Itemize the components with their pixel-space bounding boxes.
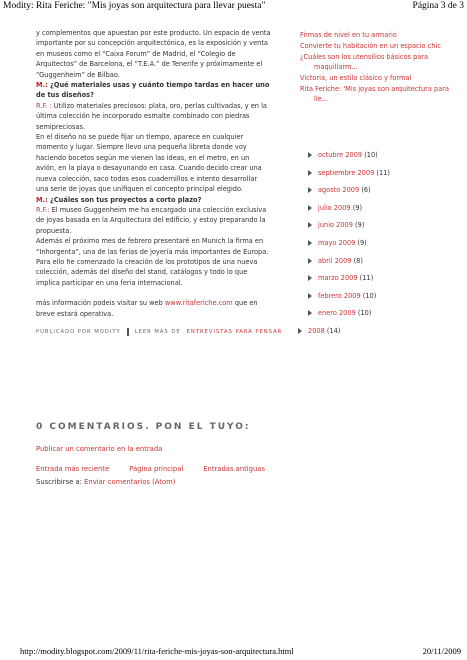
expand-triangle-icon[interactable] — [308, 222, 312, 228]
print-header — [0, 0, 467, 14]
publish-comment-link[interactable]: Publicar un comentario en la entrada — [36, 445, 163, 453]
label-link[interactable]: ENTREVISTAS PARA PENSAR — [186, 328, 283, 335]
archive-month[interactable]: marzo 2009 (11) — [298, 273, 390, 291]
expand-triangle-icon[interactable] — [308, 187, 312, 193]
expand-triangle-icon[interactable] — [308, 205, 312, 211]
expand-triangle-icon[interactable] — [308, 152, 312, 158]
answer: R.F.: El museo Guggenheim me ha encargado una colección exclusiva de joyas basada en la Arquitectura del edificio, y estoy preparando la propuesta. — [36, 205, 267, 235]
archive-month[interactable]: septiembre 2009 (11) — [298, 168, 390, 186]
newer-post-link[interactable]: Entrada más reciente — [36, 465, 110, 473]
page-number: Página 3 de 3 — [412, 1, 464, 11]
post-footer — [36, 327, 283, 337]
expand-triangle-icon[interactable] — [308, 170, 312, 176]
archive-month[interactable]: abril 2009 (8) — [298, 256, 390, 274]
read-more-label: LEER MÁS DE — [134, 328, 181, 335]
subscribe: Suscribirse a: Enviar comentarios (Atom) — [36, 478, 176, 486]
archive-month[interactable]: febrero 2009 (10) — [298, 291, 390, 309]
print-footer — [0, 646, 467, 660]
comments-title: 0 COMENTARIOS. PON EL TUYO: — [36, 422, 251, 432]
post-navigation — [36, 465, 265, 473]
posted-by: PUBLICADO POR MODITY — [36, 328, 121, 335]
expand-triangle-icon[interactable] — [308, 275, 312, 281]
home-link[interactable]: Página principal — [129, 465, 184, 473]
paragraph: Además el próximo mes de febrero presentaré en Munich la firma en “Inhorgenta”, una de las ferias de joyería más importantes de Europa. Para ello he comenzado la creación de los prototipos de una nueva colección, además del diseño del stand, catálogos y todo lo que implica participar en una feria internacional. — [36, 237, 269, 287]
print-title: Modity: Rita Feriche: "Mis joyas son arquitectura para llevar puesta" — [3, 1, 266, 11]
print-date: 20/11/2009 — [422, 646, 461, 656]
paragraph: En el diseño no se puede fijar un tiempo, aparece en cualquier momento y lugar. Siempre llevo una pequeña libreta donde voy haciendo bocetos según me vienen las ideas, en el metro, en un avión, en la playa o desayunando en casa. Cuando decido crear una nueva colección, saco todos esos cuadernillos e intento desarrollar una serie de joyas que unifiquen el concepto principal elegido. — [36, 133, 262, 194]
sidebar-post-link[interactable]: Rita Feriche: 'Mis joyas son arquitectura para lle... — [300, 85, 449, 103]
question: M.: ¿Cuáles son tus proyectos a corto plazo? — [36, 195, 202, 204]
page-url: http://modity.blogspot.com/2009/11/rita-feriche-mis-joyas-son-arquitectura.html — [20, 646, 294, 656]
article-body — [36, 28, 283, 337]
expand-triangle-icon[interactable] — [308, 240, 312, 246]
sidebar-posts — [300, 30, 460, 105]
website-link[interactable]: www.ritaferiche.com — [164, 299, 233, 308]
older-posts-link[interactable]: Entradas antiguas — [203, 465, 266, 473]
sidebar-post-link[interactable]: ¿Cuáles son los utensilios básicos para maquillarm... — [300, 53, 429, 71]
expand-triangle-icon[interactable] — [308, 310, 312, 316]
more-info: más información podeis visitar su web www.ritaferiche.com que en breve estará operativa. — [36, 299, 258, 318]
atom-feed-link[interactable]: Enviar comentarios (Atom) — [84, 478, 176, 486]
archive-month[interactable]: enero 2009 (10) — [298, 308, 390, 326]
sidebar-post-link[interactable]: Victoria, un estilo clásico y formal — [300, 74, 412, 82]
paragraph: y complementos que apuestan por este producto. Un espacio de venta importante por su concepción arquitectónica, es la exposición y venta en museos como el “Caixa Forum” de Madrid, el “Colegio de Arquitectos” de Barcelona, el “T.E.A.” de Tenerife y próximamente el “Guggenheim” de Bilbao. — [36, 29, 271, 79]
expand-triangle-icon[interactable] — [308, 293, 312, 299]
email-post-icon[interactable] — [127, 328, 129, 336]
archive-month[interactable]: junio 2009 (9) — [298, 220, 390, 238]
question: M.: ¿Qué materiales usas y cuánto tiempo tardas en hacer uno de tus diseños? — [36, 81, 270, 100]
answer: R.F. : Utilizo materiales preciosos: plata, oro, perlas cultivadas, y en la última colección he incorporado esmalte combinado con piedras semipreciosas. — [36, 101, 267, 131]
archive-month[interactable]: agosto 2009 (6) — [298, 185, 390, 203]
expand-triangle-icon[interactable] — [308, 258, 312, 264]
archive-year[interactable]: 2008 (14) — [298, 326, 390, 344]
sidebar-post-link[interactable]: Firmas de nivel en tu armario — [300, 31, 397, 39]
sidebar-post-link[interactable]: Convierte tu habitación en un espacio chic — [300, 42, 441, 50]
archive-month[interactable]: julio 2009 (9) — [298, 203, 390, 221]
blog-archive — [298, 150, 390, 344]
expand-triangle-icon[interactable] — [298, 328, 302, 334]
archive-month[interactable]: octubre 2009 (10) — [298, 150, 390, 168]
archive-month[interactable]: mayo 2009 (9) — [298, 238, 390, 256]
